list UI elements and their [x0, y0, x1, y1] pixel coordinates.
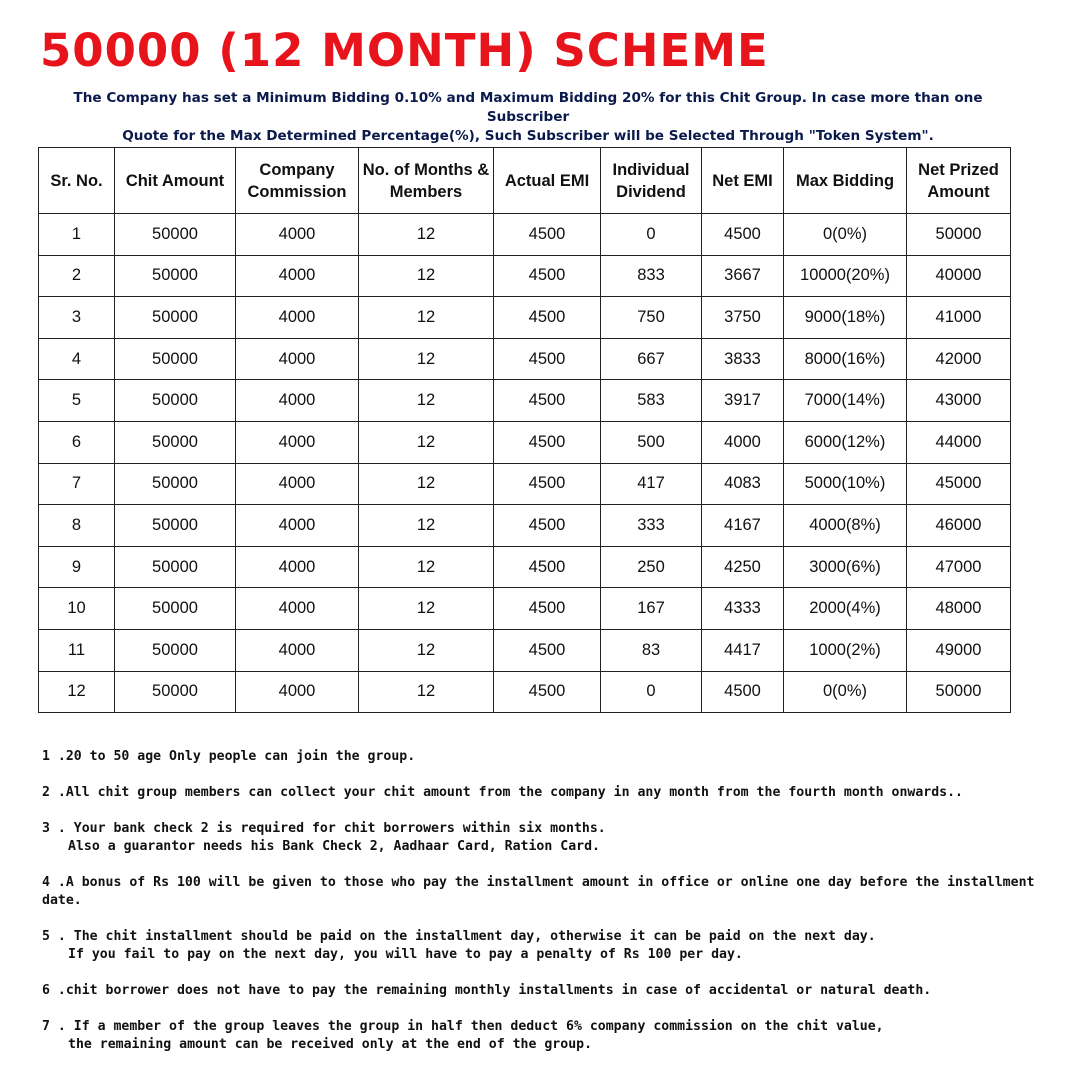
cell-net-emi: 4250 — [702, 546, 784, 588]
cell-months-members: 12 — [359, 380, 494, 422]
cell-sr-no: 6 — [39, 421, 115, 463]
term-item — [42, 1018, 1072, 1054]
cell-company-commission: 4000 — [236, 671, 359, 713]
table-row — [39, 255, 1011, 297]
cell-months-members: 12 — [359, 255, 494, 297]
header-net-emi: Net EMI — [702, 148, 784, 214]
cell-net-emi: 3917 — [702, 380, 784, 422]
header-net-prized-amount: Net Prized Amount — [907, 148, 1011, 214]
cell-months-members: 12 — [359, 505, 494, 547]
cell-actual-emi: 4500 — [494, 380, 601, 422]
cell-net-prized-amount: 50000 — [907, 671, 1011, 713]
table-body — [39, 214, 1011, 713]
cell-individual-dividend: 83 — [601, 629, 702, 671]
cell-net-prized-amount: 43000 — [907, 380, 1011, 422]
cell-max-bidding: 0(0%) — [784, 214, 907, 256]
header-sr-no: Sr. No. — [39, 148, 115, 214]
cell-max-bidding: 1000(2%) — [784, 629, 907, 671]
table-row — [39, 421, 1011, 463]
cell-net-emi: 4500 — [702, 214, 784, 256]
cell-net-prized-amount: 45000 — [907, 463, 1011, 505]
cell-chit-amount: 50000 — [115, 463, 236, 505]
cell-actual-emi: 4500 — [494, 297, 601, 339]
cell-chit-amount: 50000 — [115, 421, 236, 463]
cell-max-bidding: 10000(20%) — [784, 255, 907, 297]
cell-net-emi: 4500 — [702, 671, 784, 713]
cell-chit-amount: 50000 — [115, 588, 236, 630]
term-text-continued: Also a guarantor needs his Bank Check 2, Aadhaar Card, Ration Card. — [68, 839, 600, 854]
cell-company-commission: 4000 — [236, 588, 359, 630]
cell-company-commission: 4000 — [236, 214, 359, 256]
cell-individual-dividend: 583 — [601, 380, 702, 422]
cell-max-bidding: 2000(4%) — [784, 588, 907, 630]
cell-months-members: 12 — [359, 421, 494, 463]
cell-net-emi: 3833 — [702, 338, 784, 380]
cell-sr-no: 3 — [39, 297, 115, 339]
cell-individual-dividend: 0 — [601, 214, 702, 256]
table-row — [39, 629, 1011, 671]
cell-company-commission: 4000 — [236, 629, 359, 671]
cell-months-members: 12 — [359, 297, 494, 339]
table-row — [39, 505, 1011, 547]
cell-actual-emi: 4500 — [494, 629, 601, 671]
cell-actual-emi: 4500 — [494, 255, 601, 297]
term-text: 3 . Your bank check 2 is required for chit borrowers within six months. — [42, 821, 606, 836]
cell-actual-emi: 4500 — [494, 546, 601, 588]
cell-actual-emi: 4500 — [494, 338, 601, 380]
cell-max-bidding: 7000(14%) — [784, 380, 907, 422]
term-item — [42, 748, 1072, 766]
cell-months-members: 12 — [359, 546, 494, 588]
cell-months-members: 12 — [359, 214, 494, 256]
cell-chit-amount: 50000 — [115, 338, 236, 380]
cell-net-prized-amount: 48000 — [907, 588, 1011, 630]
cell-net-prized-amount: 41000 — [907, 297, 1011, 339]
table-row — [39, 338, 1011, 380]
cell-actual-emi: 4500 — [494, 671, 601, 713]
cell-chit-amount: 50000 — [115, 629, 236, 671]
cell-individual-dividend: 167 — [601, 588, 702, 630]
term-text-continued: If you fail to pay on the next day, you will have to pay a penalty of Rs 100 per day. — [68, 947, 743, 962]
cell-individual-dividend: 833 — [601, 255, 702, 297]
cell-net-prized-amount: 46000 — [907, 505, 1011, 547]
cell-net-emi: 4333 — [702, 588, 784, 630]
cell-months-members: 12 — [359, 588, 494, 630]
cell-sr-no: 8 — [39, 505, 115, 547]
cell-max-bidding: 3000(6%) — [784, 546, 907, 588]
cell-company-commission: 4000 — [236, 297, 359, 339]
cell-individual-dividend: 250 — [601, 546, 702, 588]
cell-net-emi: 3667 — [702, 255, 784, 297]
cell-months-members: 12 — [359, 671, 494, 713]
header-months-members: No. of Months & Members — [359, 148, 494, 214]
cell-company-commission: 4000 — [236, 505, 359, 547]
header-company-commission: Company Commission — [236, 148, 359, 214]
cell-months-members: 12 — [359, 463, 494, 505]
cell-sr-no: 11 — [39, 629, 115, 671]
term-text: 1 .20 to 50 age Only people can join the group. — [42, 749, 416, 764]
cell-max-bidding: 6000(12%) — [784, 421, 907, 463]
cell-sr-no: 2 — [39, 255, 115, 297]
table-row — [39, 588, 1011, 630]
header-max-bidding: Max Bidding — [784, 148, 907, 214]
bidding-rules-line-1: The Company has set a Minimum Bidding 0.10% and Maximum Bidding 20% for this Chit Group. In case more than one Subscriber — [73, 90, 983, 125]
table-header-row — [39, 148, 1011, 214]
term-text: 4 .A bonus of Rs 100 will be given to those who pay the installment amount in office or online one day before the installment date. — [42, 875, 1035, 908]
cell-company-commission: 4000 — [236, 421, 359, 463]
cell-net-prized-amount: 50000 — [907, 214, 1011, 256]
cell-net-emi: 4417 — [702, 629, 784, 671]
cell-company-commission: 4000 — [236, 255, 359, 297]
cell-months-members: 12 — [359, 629, 494, 671]
cell-net-prized-amount: 42000 — [907, 338, 1011, 380]
cell-sr-no: 10 — [39, 588, 115, 630]
cell-company-commission: 4000 — [236, 463, 359, 505]
cell-individual-dividend: 0 — [601, 671, 702, 713]
cell-actual-emi: 4500 — [494, 463, 601, 505]
header-individual-dividend: Individual Dividend — [601, 148, 702, 214]
cell-sr-no: 5 — [39, 380, 115, 422]
table-row — [39, 463, 1011, 505]
cell-net-emi: 3750 — [702, 297, 784, 339]
term-item — [42, 982, 1072, 1000]
cell-individual-dividend: 750 — [601, 297, 702, 339]
cell-company-commission: 4000 — [236, 338, 359, 380]
term-item — [42, 874, 1072, 910]
term-text: 6 .chit borrower does not have to pay the remaining monthly installments in case of accidental or natural death. — [42, 983, 932, 998]
cell-chit-amount: 50000 — [115, 255, 236, 297]
cell-actual-emi: 4500 — [494, 214, 601, 256]
term-text: 7 . If a member of the group leaves the group in half then deduct 6% company commission on the chit value, — [42, 1019, 884, 1034]
cell-company-commission: 4000 — [236, 546, 359, 588]
cell-individual-dividend: 333 — [601, 505, 702, 547]
cell-sr-no: 7 — [39, 463, 115, 505]
cell-max-bidding: 9000(18%) — [784, 297, 907, 339]
cell-net-prized-amount: 40000 — [907, 255, 1011, 297]
cell-net-prized-amount: 44000 — [907, 421, 1011, 463]
table-row — [39, 546, 1011, 588]
cell-sr-no: 12 — [39, 671, 115, 713]
cell-company-commission: 4000 — [236, 380, 359, 422]
cell-chit-amount: 50000 — [115, 671, 236, 713]
bidding-rules-text — [30, 89, 1026, 146]
cell-individual-dividend: 500 — [601, 421, 702, 463]
cell-individual-dividend: 667 — [601, 338, 702, 380]
cell-net-emi: 4167 — [702, 505, 784, 547]
cell-chit-amount: 50000 — [115, 214, 236, 256]
terms-list — [42, 748, 1072, 1072]
term-text-continued: the remaining amount can be received only at the end of the group. — [68, 1037, 593, 1052]
table-row — [39, 214, 1011, 256]
cell-chit-amount: 50000 — [115, 380, 236, 422]
cell-chit-amount: 50000 — [115, 546, 236, 588]
cell-net-prized-amount: 47000 — [907, 546, 1011, 588]
cell-actual-emi: 4500 — [494, 505, 601, 547]
term-text: 2 .All chit group members can collect your chit amount from the company in any month from the fourth month onwards.. — [42, 785, 963, 800]
table-row — [39, 671, 1011, 713]
scheme-table — [38, 147, 1011, 713]
term-text: 5 . The chit installment should be paid on the installment day, otherwise it can be paid on the next day. — [42, 929, 876, 944]
scheme-title: 50000 (12 MONTH) SCHEME — [40, 24, 769, 77]
cell-actual-emi: 4500 — [494, 421, 601, 463]
cell-months-members: 12 — [359, 338, 494, 380]
cell-individual-dividend: 417 — [601, 463, 702, 505]
cell-net-emi: 4000 — [702, 421, 784, 463]
cell-sr-no: 1 — [39, 214, 115, 256]
table-row — [39, 380, 1011, 422]
cell-max-bidding: 8000(16%) — [784, 338, 907, 380]
term-item — [42, 928, 1072, 964]
cell-max-bidding: 5000(10%) — [784, 463, 907, 505]
cell-max-bidding: 4000(8%) — [784, 505, 907, 547]
cell-sr-no: 4 — [39, 338, 115, 380]
header-chit-amount: Chit Amount — [115, 148, 236, 214]
cell-max-bidding: 0(0%) — [784, 671, 907, 713]
table-row — [39, 297, 1011, 339]
cell-net-emi: 4083 — [702, 463, 784, 505]
cell-chit-amount: 50000 — [115, 505, 236, 547]
cell-actual-emi: 4500 — [494, 588, 601, 630]
cell-sr-no: 9 — [39, 546, 115, 588]
term-item — [42, 820, 1072, 856]
cell-net-prized-amount: 49000 — [907, 629, 1011, 671]
bidding-rules-line-2: Quote for the Max Determined Percentage(%), Such Subscriber will be Selected Through "Token System". — [122, 128, 934, 144]
header-actual-emi: Actual EMI — [494, 148, 601, 214]
term-item — [42, 784, 1072, 802]
cell-chit-amount: 50000 — [115, 297, 236, 339]
